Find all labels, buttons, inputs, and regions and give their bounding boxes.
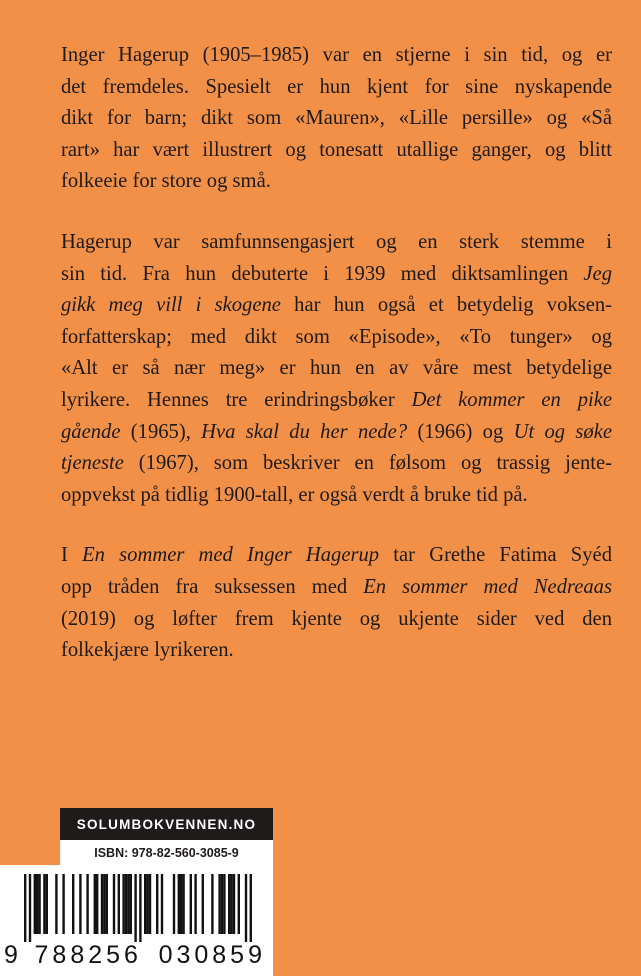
barcode-bar <box>178 874 180 934</box>
barcode-bar <box>233 874 235 934</box>
barcode-bar <box>180 874 182 934</box>
barcode-bars <box>14 874 264 942</box>
barcode-bar <box>149 874 151 934</box>
text-segment: dikt for barn; dikt som «Mauren», «Lille persille» og «Så <box>61 107 612 130</box>
barcode-bar <box>118 874 120 934</box>
barcode-bar <box>101 874 103 934</box>
barcode-bar <box>125 874 127 934</box>
barcode-bar <box>72 874 74 934</box>
barcode-bar <box>245 874 247 942</box>
paragraph <box>61 540 612 666</box>
text-line <box>61 353 612 385</box>
italic-title: En sommer med Inger Hagerup <box>82 544 380 567</box>
barcode-bar <box>46 874 48 934</box>
text-segment: (2019) og løfter frem kjente og ukjente sider ved den <box>61 607 612 630</box>
barcode-bar <box>94 874 96 934</box>
text-line <box>61 103 612 135</box>
text-segment: forfatterskap; med dikt som «Episode», «To tunger» og <box>61 325 612 348</box>
paragraph <box>61 227 612 511</box>
text-line <box>61 540 612 572</box>
barcode-bar <box>134 874 136 942</box>
barcode-bar <box>144 874 146 934</box>
isbn-label: ISBN: 978-82-560-3085-9 <box>60 840 273 865</box>
barcode-bar <box>238 874 240 934</box>
barcode-bar <box>29 874 31 942</box>
barcode-bar <box>130 874 132 934</box>
barcode-bar <box>103 874 105 934</box>
text-segment: (1965), <box>120 420 202 443</box>
text-line <box>61 72 612 104</box>
barcode-bar <box>146 874 148 934</box>
text-line <box>61 322 612 354</box>
barcode-bar <box>127 874 129 934</box>
text-line <box>61 417 612 449</box>
text-segment: «Alt er så nær meg» er hun en av våre mest betydelige <box>61 357 612 380</box>
text-segment: opp tråden fra suksessen med <box>61 575 364 598</box>
barcode-bar <box>194 874 196 934</box>
text-line <box>61 227 612 259</box>
barcode-digit-group-left: 788256 <box>34 941 142 969</box>
barcode-bar <box>122 874 124 934</box>
barcode-bar <box>228 874 230 934</box>
text-segment: (1966) og <box>407 420 514 443</box>
barcode-digits <box>4 941 266 970</box>
text-segment: rart» har vært illustrert og tonesatt utallige ganger, og blitt <box>61 138 612 161</box>
barcode-bar <box>173 874 175 934</box>
barcode-bar <box>106 874 108 934</box>
back-cover-text <box>61 40 612 696</box>
text-segment: sin tid. Fra hun debuterte i 1939 med diktsamlingen <box>61 262 584 285</box>
text-line <box>61 572 612 604</box>
barcode-digit-lead: 9 <box>4 941 18 969</box>
text-segment: Hagerup var samfunnsengasjert og en sterk stemme i <box>61 230 612 253</box>
paragraph <box>61 40 612 198</box>
barcode-bar <box>24 874 26 942</box>
text-segment: tar Grethe Fatima Syéd <box>379 544 612 567</box>
barcode-bar <box>55 874 57 934</box>
text-segment: oppvekst på tidlig 1900-tall, er også verdt å bruke tid på. <box>61 483 528 506</box>
text-segment: I <box>61 544 83 567</box>
italic-title: Det kommer en pike <box>411 388 612 411</box>
barcode-bar <box>79 874 81 934</box>
italic-title: gående <box>61 420 121 443</box>
text-line <box>61 135 612 167</box>
barcode-bar <box>43 874 45 934</box>
barcode-bar <box>38 874 40 934</box>
barcode-panel <box>0 808 273 976</box>
barcode-bar <box>230 874 232 934</box>
text-segment: folkekjære lyrikeren. <box>61 639 234 662</box>
italic-title: tjeneste <box>61 452 124 475</box>
barcode-bar <box>62 874 64 934</box>
barcode-bar <box>86 874 88 934</box>
text-segment: lyrikere. Hennes tre erindringsbøker <box>61 388 412 411</box>
barcode-bar <box>218 874 220 934</box>
text-line <box>61 448 612 480</box>
barcode-bar <box>161 874 163 934</box>
text-line <box>61 604 612 636</box>
barcode-bar <box>34 874 36 934</box>
barcode-bar <box>36 874 38 934</box>
text-segment: det fremdeles. Spesielt er hun kjent for sine nyskapende <box>61 75 612 98</box>
text-line <box>61 480 612 512</box>
italic-title: Ut og søke <box>513 420 612 443</box>
barcode-bar <box>96 874 98 934</box>
barcode-bar <box>139 874 141 942</box>
barcode-bar <box>113 874 115 934</box>
text-line <box>61 166 612 198</box>
text-line <box>61 259 612 291</box>
publisher-url[interactable]: SOLUMBOKVENNEN.NO <box>60 808 273 840</box>
barcode-bar <box>190 874 192 934</box>
barcode-bar <box>223 874 225 934</box>
barcode-digit-group-right: 030859 <box>158 941 266 969</box>
text-segment: folkeeie for store og små. <box>61 170 271 193</box>
italic-title: Jeg <box>583 262 612 285</box>
barcode-bar <box>182 874 184 934</box>
text-segment: Inger Hagerup (1905–1985) var en stjerne i sin tid, og er <box>61 44 612 66</box>
barcode-bar <box>156 874 158 934</box>
text-segment: har hun også et betydelig voksen- <box>280 294 612 317</box>
barcode-bar <box>202 874 204 934</box>
text-line <box>61 40 612 72</box>
italic-title: Hva skal du her nede? <box>201 420 408 443</box>
text-line <box>61 290 612 322</box>
barcode-bar <box>221 874 223 934</box>
barcode <box>0 865 273 976</box>
text-line <box>61 635 612 667</box>
barcode-bar <box>250 874 252 942</box>
text-line <box>61 385 612 417</box>
text-segment: (1967), som beskriver en følsom og trassig jente- <box>123 452 612 475</box>
italic-title: gikk meg vill i skogene <box>61 294 281 317</box>
italic-title: En sommer med Nedreaas <box>363 575 612 598</box>
barcode-bar <box>211 874 213 934</box>
